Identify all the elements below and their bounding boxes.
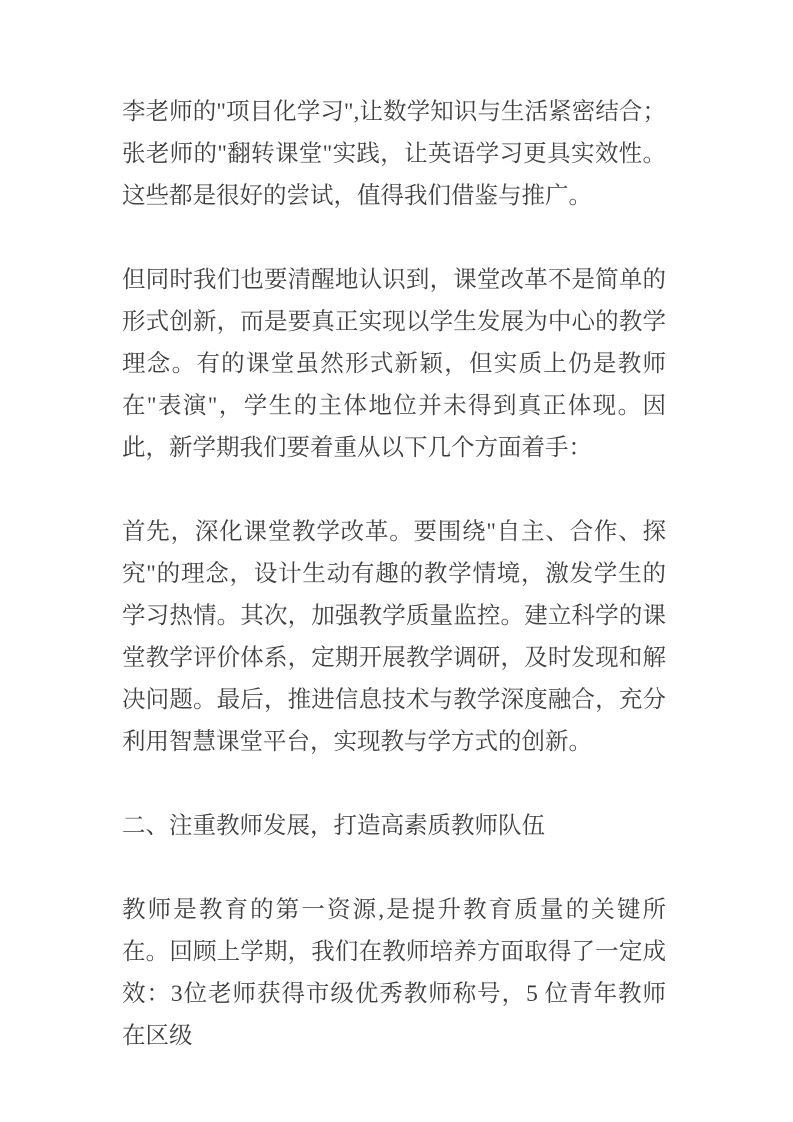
paragraph-teacher-achievements: 教师是教育的第一资源,是提升教育质量的关键所在。回顾上学期，我们在教师培养方面取得了一定成效：3位老师获得市级优秀教师称号，5 位青年教师在区级 [122, 897, 666, 1049]
paragraph-key-measures: 首先，深化课堂教学改革。要围绕"自主、合作、探究"的理念，设计生动有趣的教学情境，激发学生的学习热情。其次，加强教学质量监控。建立科学的课堂教学评价体系，定期开展教学调研，及时发现和解决问题。最后，推进信息技术与教学深度融合，充分利用智慧课堂平台，实现教与学方式的创新。 [122, 519, 666, 755]
paragraph-classroom-reform-reflection: 但同时我们也要清醒地认识到，课堂改革不是简单的形式创新，而是要真正实现以学生发展为中心的教学理念。有的课堂虽然形式新颖，但实质上仍是教师在"表演"，学生的主体地位并未得到真正体现。因此，新学期我们要着重从以下几个方面着手： [122, 267, 666, 461]
document-content [122, 91, 666, 1057]
section-heading-teacher-development: 二、注重教师发展，打造高素质教师队伍 [122, 813, 545, 839]
paragraph-classroom-examples: 李老师的"项目化学习",让数学知识与生活紧密结合；张老师的"翻转课堂"实践，让英语学习更具实效性。这些都是很好的尝试，值得我们借鉴与推广。 [122, 99, 666, 209]
